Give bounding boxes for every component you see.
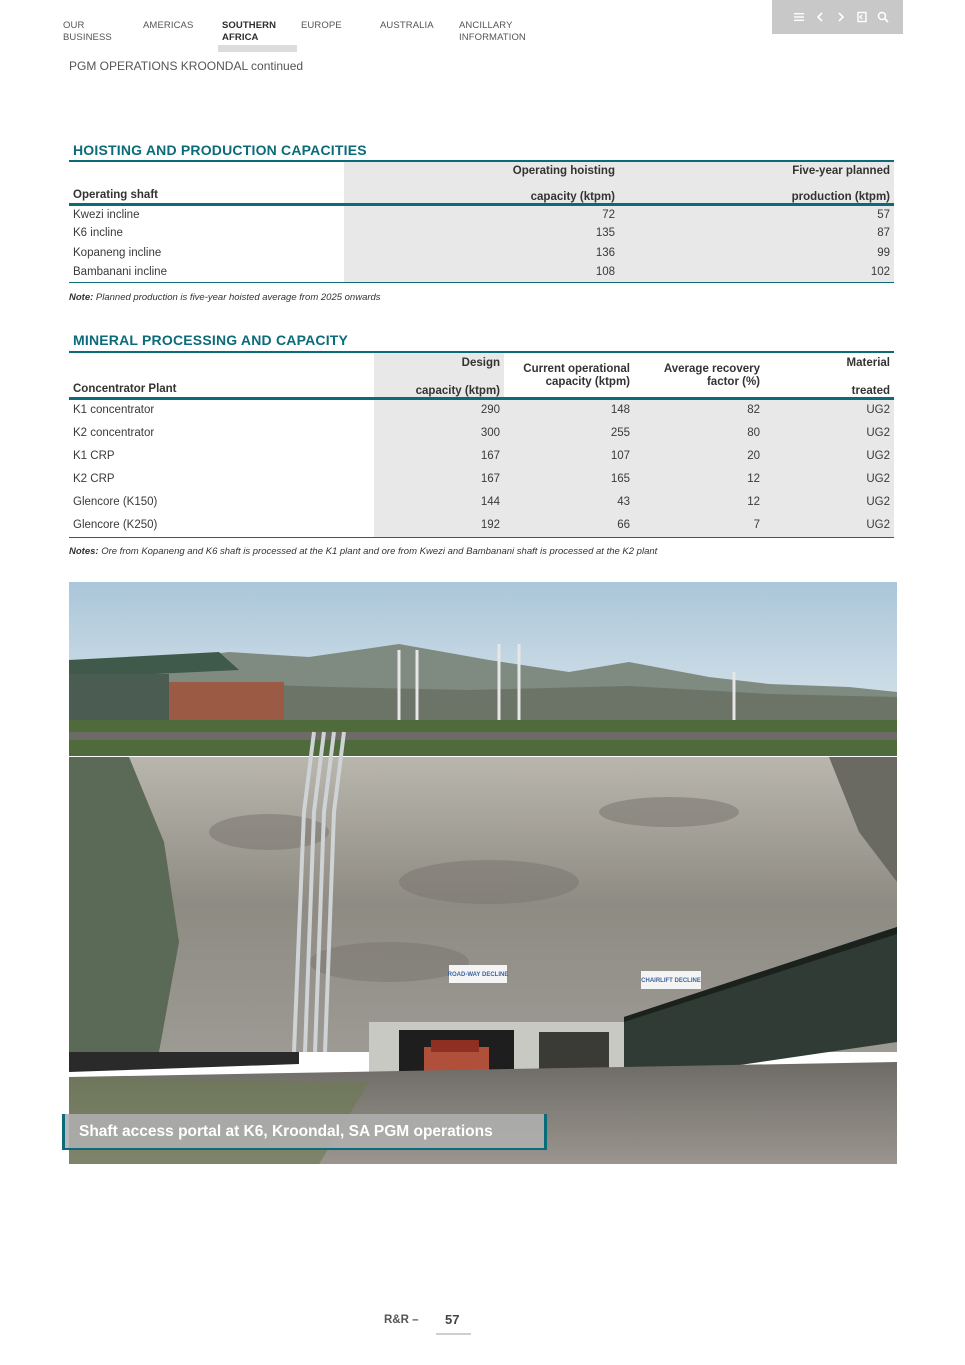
note-label: Notes:	[69, 546, 99, 557]
toolbar	[772, 0, 903, 34]
sign-road-way-decline: ROAD-WAY DECLINE	[447, 972, 509, 978]
header-line2: capacity (ktpm)	[530, 190, 615, 203]
cell-recovery: 12	[634, 468, 764, 491]
cell-current: 148	[504, 398, 634, 421]
menu-icon[interactable]	[793, 10, 805, 24]
cell-shaft: Kwezi incline	[73, 208, 140, 221]
cell-design: 144	[374, 491, 504, 514]
cell-plant: Glencore (K250)	[69, 514, 374, 537]
cell-hoisting: 108	[344, 263, 619, 283]
table-row	[69, 263, 894, 283]
header-line2: capacity (ktpm)	[415, 384, 500, 397]
table-row	[69, 398, 894, 421]
table-row	[69, 224, 894, 244]
nav-our-business[interactable]	[63, 20, 112, 44]
table-row	[69, 444, 894, 467]
next-icon[interactable]	[835, 10, 847, 24]
search-icon[interactable]	[877, 10, 889, 24]
header-line1: Five-year planned	[792, 164, 890, 177]
cell-design: 167	[374, 444, 504, 467]
header-planned-production	[619, 161, 894, 204]
header-line1: Operating hoisting	[512, 164, 615, 177]
header-current-capacity	[504, 352, 634, 398]
hoisting-title: HOISTING AND PRODUCTION CAPACITIES	[73, 142, 367, 158]
header-hoisting-capacity	[344, 161, 619, 204]
nav-label-line1: OUR	[63, 20, 85, 31]
nav-southern-africa[interactable]	[222, 20, 276, 44]
previous-icon[interactable]	[814, 10, 826, 24]
header-operating-shaft: Operating shaft	[69, 161, 344, 204]
processing-table	[69, 351, 894, 538]
cell-plant: K1 concentrator	[73, 404, 155, 417]
cell-plant: K1 CRP	[73, 449, 115, 462]
cell-planned: 99	[619, 243, 894, 263]
cell-design: 192	[374, 514, 504, 537]
header-line2: factor (%)	[706, 375, 760, 388]
table-header-row	[69, 352, 894, 398]
nav-label-line1: ANCILLARY	[459, 20, 513, 31]
nav-label-line2: AUSTRALIA	[380, 20, 434, 31]
cell-current: 66	[504, 514, 634, 537]
cell-planned: 57	[619, 204, 894, 224]
cell-plant: K2 CRP	[73, 473, 115, 486]
cell-current: 43	[504, 491, 634, 514]
cell-recovery: 80	[634, 421, 764, 444]
cell-material: UG2	[764, 421, 894, 444]
cell-material: UG2	[764, 468, 894, 491]
nav-label-line2: AFRICA	[222, 32, 259, 43]
nav-label-line2: AMERICAS	[143, 20, 194, 31]
nav-australia[interactable]	[380, 20, 434, 32]
header-line1: Current operational	[523, 362, 630, 375]
cell-recovery: 7	[634, 514, 764, 537]
cell-recovery: 82	[634, 398, 764, 421]
cell-plant: Glencore (K150)	[73, 496, 158, 509]
cell-current: 107	[504, 444, 634, 467]
cell-planned: 102	[619, 263, 894, 283]
cell-design: 300	[374, 421, 504, 444]
top-navigation	[0, 0, 965, 60]
cell-material: UG2	[764, 444, 894, 467]
header-material-treated	[764, 352, 894, 398]
cell-planned: 87	[619, 224, 894, 244]
cell-current: 255	[504, 421, 634, 444]
cell-material: UG2	[764, 491, 894, 514]
table-row	[69, 468, 894, 491]
cell-material: UG2	[764, 514, 894, 537]
table-row	[69, 421, 894, 444]
cell-hoisting: 135	[344, 224, 619, 244]
table-row	[69, 491, 894, 514]
nav-ancillary-information[interactable]	[459, 20, 526, 44]
header-recovery-factor	[634, 352, 764, 398]
table-header-row	[69, 161, 894, 204]
cell-recovery: 12	[634, 491, 764, 514]
header-line2: capacity (ktpm)	[545, 375, 630, 388]
cell-recovery: 20	[634, 444, 764, 467]
cell-material: UG2	[764, 398, 894, 421]
photo-illustration	[69, 582, 897, 1164]
table-row	[69, 204, 894, 224]
nav-label-line1: SOUTHERN	[222, 20, 277, 31]
cell-shaft: K6 incline	[73, 227, 123, 240]
footer-divider	[436, 1333, 471, 1335]
cell-current: 165	[504, 468, 634, 491]
nav-active-indicator	[218, 45, 297, 52]
breadcrumb: PGM OPERATIONS KROONDAL continued	[69, 59, 304, 73]
footer-label: R&R –	[384, 1314, 419, 1326]
header-line1: Average recovery	[663, 362, 760, 375]
header-line1: Design	[461, 356, 500, 369]
header-line2: production (ktpm)	[791, 190, 890, 203]
sign-chairlift-decline: CHAIRLIFT DECLINE	[641, 978, 701, 984]
note-text: Planned production is five-year hoisted average from 2025 onwards	[93, 292, 381, 303]
cell-design: 167	[374, 468, 504, 491]
cell-design: 290	[374, 398, 504, 421]
note-label: Note:	[69, 292, 94, 303]
table-row	[69, 514, 894, 537]
processing-title: MINERAL PROCESSING AND CAPACITY	[73, 332, 349, 348]
table-row	[69, 243, 894, 263]
page-number: 57	[445, 1312, 460, 1327]
hoisting-table	[69, 160, 894, 283]
back-icon[interactable]	[856, 10, 868, 24]
nav-europe[interactable]	[301, 20, 342, 32]
cell-hoisting: 72	[344, 204, 619, 224]
shaft-portal-photo	[69, 582, 897, 1164]
header-design-capacity	[374, 352, 504, 398]
cell-shaft: Bambanani incline	[69, 263, 344, 283]
cell-plant: K2 concentrator	[73, 426, 155, 439]
nav-label-line2: BUSINESS	[63, 32, 112, 43]
hoisting-note	[69, 292, 381, 303]
nav-label-line2: EUROPE	[301, 20, 342, 31]
nav-label-line2: INFORMATION	[459, 32, 526, 43]
processing-note	[69, 546, 657, 557]
note-text: Ore from Kopaneng and K6 shaft is processed at the K1 plant and ore from Kwezi and Bambanani shaft is processed at the K2 plant	[98, 546, 658, 557]
header-line2: treated	[851, 384, 890, 397]
cell-hoisting: 136	[344, 243, 619, 263]
header-line1: Material	[846, 356, 890, 369]
caption-text: Shaft access portal at K6, Kroondal, SA PGM operations	[79, 1123, 493, 1140]
nav-americas[interactable]	[143, 20, 193, 32]
cell-shaft: Kopaneng incline	[73, 246, 162, 259]
photo-caption	[62, 1114, 547, 1150]
header-concentrator-plant: Concentrator Plant	[69, 352, 374, 398]
